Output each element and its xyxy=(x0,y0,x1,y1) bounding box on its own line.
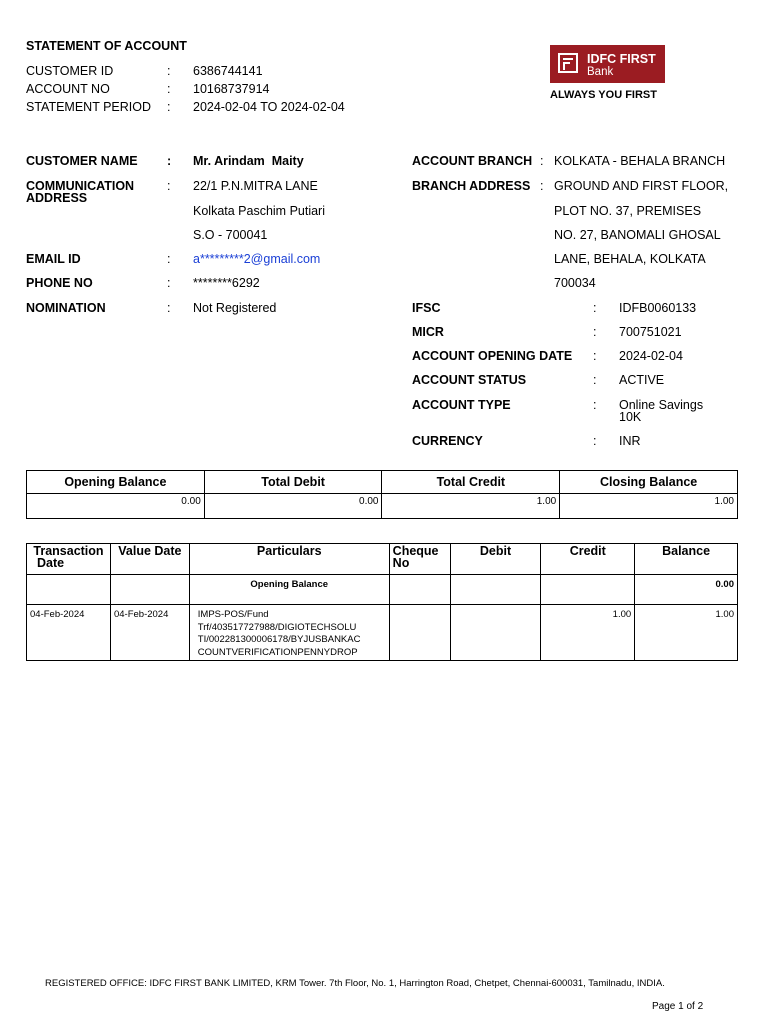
separator: : xyxy=(167,301,171,315)
branch-address-label: BRANCH ADDRESS xyxy=(412,179,531,193)
particulars-header: Particulars xyxy=(189,544,389,575)
phone-value: ********6292 xyxy=(193,276,260,290)
cheque-header-line1: Cheque xyxy=(392,544,439,558)
phone-label: PHONE NO xyxy=(26,276,93,290)
customer-name-label: CUSTOMER NAME xyxy=(26,154,138,168)
account-status-label: ACCOUNT STATUS xyxy=(412,373,527,387)
account-status-value: ACTIVE xyxy=(619,373,665,387)
balance-amount: 1.00 xyxy=(635,605,738,661)
customer-name-value: Mr. Arindam Maity xyxy=(193,154,304,168)
address-line: S.O - 700041 xyxy=(193,228,268,242)
account-branch-value: KOLKATA - BEHALA BRANCH xyxy=(554,154,726,168)
opening-date-label: ACCOUNT OPENING DATE xyxy=(412,349,573,363)
debit-amount xyxy=(450,605,541,661)
bank-logo-icon xyxy=(558,53,578,73)
branch-address-line: GROUND AND FIRST FLOOR, xyxy=(554,179,729,193)
txn-date-header xyxy=(27,544,111,575)
statement-title: STATEMENT OF ACCOUNT xyxy=(26,39,187,53)
cheque-no-header xyxy=(389,544,450,575)
transactions-header-row xyxy=(27,544,738,575)
separator: : xyxy=(167,82,171,96)
separator: : xyxy=(167,154,172,168)
statement-period-value: 2024-02-04 TO 2024-02-04 xyxy=(193,100,345,114)
separator: : xyxy=(593,373,597,387)
bank-logo xyxy=(550,45,665,83)
bank-tagline: ALWAYS YOU FIRST xyxy=(550,89,657,101)
txn-date-header-line1: Transaction xyxy=(33,544,104,558)
separator: : xyxy=(167,179,171,193)
nomination-value: Not Registered xyxy=(193,301,277,315)
separator: : xyxy=(540,154,544,168)
particulars-line: IMPS-POS/Fund xyxy=(197,609,269,620)
account-no-value: 10168737914 xyxy=(193,82,270,96)
account-branch-label: ACCOUNT BRANCH xyxy=(412,154,533,168)
balance-header: Balance xyxy=(635,544,738,575)
opening-balance-value: 0.00 xyxy=(27,494,205,519)
balance-summary-table xyxy=(26,470,738,519)
transactions-table xyxy=(26,543,738,661)
total-credit-value: 1.00 xyxy=(382,494,560,519)
closing-balance-value: 1.00 xyxy=(560,494,738,519)
closing-balance-header: Closing Balance xyxy=(560,471,738,494)
opening-balance-row xyxy=(27,575,738,605)
address-line: 22/1 P.N.MITRA LANE xyxy=(193,179,318,193)
debit-header: Debit xyxy=(450,544,541,575)
account-type-value-1: Online Savings xyxy=(619,398,704,412)
currency-value: INR xyxy=(619,434,641,448)
micr-label: MICR xyxy=(412,325,444,339)
account-type-value-2: 10K xyxy=(619,410,642,424)
currency-label: CURRENCY xyxy=(412,434,483,448)
branch-address-line: NO. 27, BANOMALI GHOSAL xyxy=(554,228,721,242)
separator: : xyxy=(167,276,171,290)
customer-id-value: 6386744141 xyxy=(193,64,263,78)
cheque-no xyxy=(389,605,450,661)
credit-header: Credit xyxy=(541,544,635,575)
summary-values-row xyxy=(27,494,738,519)
customer-id-label: CUSTOMER ID xyxy=(26,64,114,78)
cheque-header-line2: No xyxy=(392,556,410,570)
account-type-label: ACCOUNT TYPE xyxy=(412,398,511,412)
txn-date-header-line2: Date xyxy=(37,556,65,570)
address-line: Kolkata Paschim Putiari xyxy=(193,204,326,218)
statement-period-label: STATEMENT PERIOD xyxy=(26,100,152,114)
ifsc-value: IDFB0060133 xyxy=(619,301,697,315)
separator: : xyxy=(593,349,597,363)
separator: : xyxy=(593,434,597,448)
credit-amount: 1.00 xyxy=(541,605,635,661)
particulars-line: TI/002281300006178/BYJUSBANKAC xyxy=(197,634,361,645)
account-no-label: ACCOUNT NO xyxy=(26,82,110,96)
bank-logo-line1: IDFC FIRST xyxy=(587,52,656,66)
opening-balance-amount: 0.00 xyxy=(635,575,738,605)
branch-address-line: PLOT NO. 37, PREMISES xyxy=(554,204,702,218)
separator: : xyxy=(167,252,171,266)
micr-value: 700751021 xyxy=(619,325,682,339)
ifsc-label: IFSC xyxy=(412,301,441,315)
separator: : xyxy=(540,179,544,193)
summary-header-row xyxy=(27,471,738,494)
separator: : xyxy=(593,398,597,412)
email-link[interactable]: a*********2@gmail.com xyxy=(193,252,321,266)
value-date-header: Value Date xyxy=(110,544,189,575)
registered-office-footer: REGISTERED OFFICE: IDFC FIRST BANK LIMITED, KRM Tower. 7th Floor, No. 1, Harrington Road, Chetpet, Chennai-600031, Tamilnadu, INDIA. xyxy=(45,978,665,989)
table-row xyxy=(27,605,738,661)
opening-date-value: 2024-02-04 xyxy=(619,349,683,363)
branch-address-line: LANE, BEHALA, KOLKATA xyxy=(554,252,706,266)
communication-address-label-1: COMMUNICATION xyxy=(26,179,135,193)
separator: : xyxy=(593,301,597,315)
particulars-line: Trf/403517727988/DIGIOTECHSOLU xyxy=(197,621,357,633)
separator: : xyxy=(167,100,171,114)
opening-balance-particulars: Opening Balance xyxy=(189,575,389,605)
particulars xyxy=(189,605,389,661)
total-debit-header: Total Debit xyxy=(204,471,382,494)
txn-date: 04-Feb-2024 xyxy=(27,605,111,661)
page-number: Page 1 of 2 xyxy=(652,1001,704,1012)
email-label: EMAIL ID xyxy=(26,252,81,266)
total-debit-value: 0.00 xyxy=(204,494,382,519)
branch-address-line: 700034 xyxy=(554,276,596,290)
separator: : xyxy=(593,325,597,339)
bank-logo-line2: Bank xyxy=(587,66,614,78)
total-credit-header: Total Credit xyxy=(382,471,560,494)
opening-balance-header: Opening Balance xyxy=(27,471,205,494)
communication-address-label-2: ADDRESS xyxy=(26,191,88,205)
nomination-label: NOMINATION xyxy=(26,301,106,315)
separator: : xyxy=(167,64,171,78)
value-date: 04-Feb-2024 xyxy=(110,605,189,661)
particulars-line: COUNTVERIFICATIONPENNYDROP xyxy=(197,646,358,658)
